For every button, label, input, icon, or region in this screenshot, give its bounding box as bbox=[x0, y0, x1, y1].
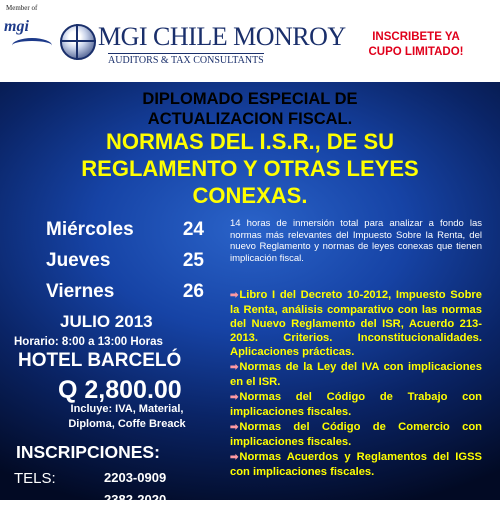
globe-icon bbox=[60, 24, 96, 60]
topic-text: Normas de la Ley del IVA con implicaciones en el ISR. bbox=[230, 361, 482, 388]
arrow-icon: ➡ bbox=[230, 452, 239, 463]
headline-line-3: CONEXAS. bbox=[192, 183, 308, 208]
main-headline bbox=[0, 128, 500, 209]
registration-heading: INSCRIPCIONES: bbox=[16, 442, 160, 462]
includes-line-2: Diploma, Coffe Breack bbox=[68, 418, 186, 430]
includes-line-1: Incluye: IVA, Material, bbox=[70, 403, 184, 415]
day-name: Jueves bbox=[46, 250, 111, 271]
main-panel bbox=[0, 82, 500, 507]
course-description: 14 horas de inmersión total para analizar a fondo las normas más relevantes del Impuesto Sobre la Renta, del nuevo Reglamento y normas de leyes conexas que tienen implicación fiscal. bbox=[230, 218, 482, 264]
firm-logo bbox=[60, 22, 346, 68]
headline-line-2: REGLAMENTO Y OTRAS LEYES bbox=[81, 156, 419, 181]
header bbox=[0, 0, 500, 82]
arrow-icon: ➡ bbox=[230, 290, 239, 301]
phone-number[interactable]: 2203-0909 bbox=[104, 470, 167, 485]
cta-line-1: INSCRIBETE YA bbox=[372, 31, 460, 43]
topic-item bbox=[230, 450, 482, 479]
cta-banner bbox=[356, 30, 476, 60]
firm-name: MGI CHILE MONROY bbox=[98, 22, 346, 51]
day-name: Miércoles bbox=[46, 219, 134, 240]
course-title-line-1: DIPLOMADO ESPECIAL DE bbox=[142, 90, 358, 108]
topic-text: Normas Acuerdos y Reglamentos del IGSS con implicaciones fiscales. bbox=[230, 451, 482, 478]
arrow-icon: ➡ bbox=[230, 422, 239, 433]
topic-item bbox=[230, 360, 482, 389]
topic-text: Normas del Código de Trabajo con implicaciones fiscales. bbox=[230, 391, 482, 418]
firm-subtitle: AUDITORS & TAX CONSULTANTS bbox=[108, 55, 264, 66]
includes-text bbox=[32, 402, 222, 432]
price: Q 2,800.00 bbox=[58, 376, 182, 404]
day-number: 24 bbox=[182, 219, 204, 240]
schedule-hours: Horario: 8:00 a 13:00 Horas bbox=[14, 336, 163, 348]
month-year: JULIO 2013 bbox=[60, 312, 153, 331]
topic-text: Libro I del Decreto 10-2012, Impuesto Sobre la Renta, análisis comparativo con las normas del Nuevo Reglamento del ISR, Acuerdo 213-2013. Criterios. Inconstitucionalidades. Aplicaciones prácticas. bbox=[230, 289, 482, 358]
phones-label: TELS: bbox=[14, 470, 56, 487]
phone-number[interactable]: 2382-2020 bbox=[104, 492, 167, 507]
topic-item bbox=[230, 288, 482, 359]
member-of-label: Member of bbox=[6, 4, 38, 12]
arrow-icon: ➡ bbox=[230, 392, 239, 403]
day-name: Viernes bbox=[46, 281, 115, 302]
venue: HOTEL BARCELÓ bbox=[18, 350, 182, 371]
headline-line-1: NORMAS DEL I.S.R., DE SU bbox=[105, 129, 395, 154]
mgi-member-logo bbox=[4, 12, 56, 58]
topic-text: Normas del Código de Comercio con implicaciones fiscales. bbox=[230, 421, 482, 448]
course-title-line-2: ACTUALIZACION FISCAL. bbox=[147, 110, 353, 128]
title-block bbox=[0, 82, 500, 214]
mgi-small-text: mgi bbox=[4, 18, 29, 35]
day-number: 25 bbox=[182, 250, 204, 271]
topic-item bbox=[230, 420, 482, 449]
course-title bbox=[0, 89, 500, 129]
cta-line-2: CUPO LIMITADO! bbox=[368, 46, 464, 58]
arrow-icon: ➡ bbox=[230, 362, 239, 373]
topic-item bbox=[230, 390, 482, 419]
day-number: 26 bbox=[182, 281, 204, 302]
topic-list bbox=[230, 288, 482, 480]
